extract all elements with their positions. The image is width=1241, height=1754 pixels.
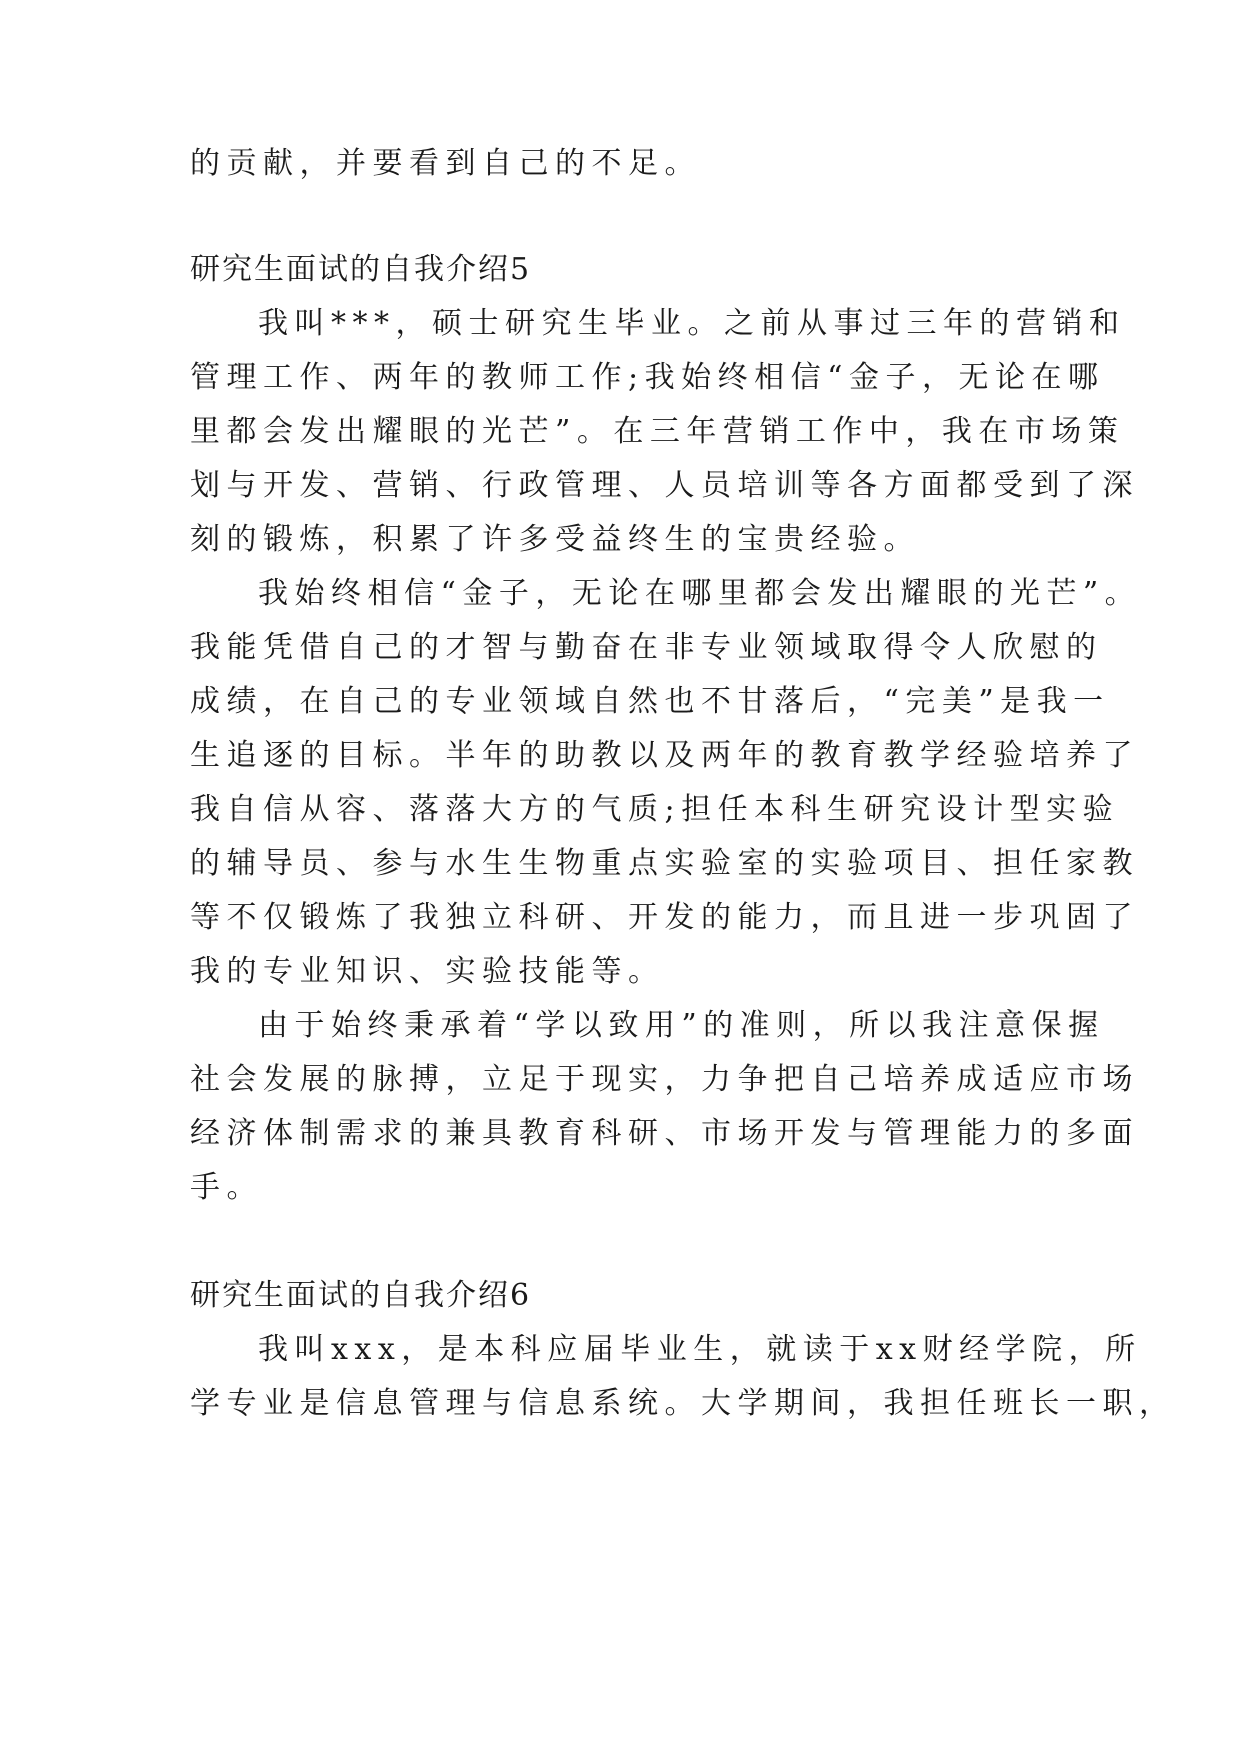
paragraph-line: 成绩，在自己的专业领域自然也不甘落后，“完美”是我一 — [190, 684, 1110, 719]
section-heading: 研究生面试的自我介绍6 — [190, 1278, 532, 1313]
paragraph-line: 里都会发出耀眼的光芒”。在三年营销工作中，我在市场策 — [190, 414, 1125, 449]
paragraph-line: 生追逐的目标。半年的助教以及两年的教育教学经验培养了 — [190, 738, 1139, 773]
paragraph-line: 管理工作、两年的教师工作;我始终相信“金子，无论在哪 — [190, 360, 1105, 395]
paragraph-line: 我的专业知识、实验技能等。 — [190, 954, 665, 989]
paragraph-line: 手。 — [190, 1170, 263, 1205]
paragraph-line: 我叫***，硕士研究生毕业。之前从事过三年的营销和 — [258, 306, 1126, 341]
paragraph-line: 经济体制需求的兼具教育科研、市场开发与管理能力的多面 — [190, 1116, 1139, 1151]
paragraph-line: 等不仅锻炼了我独立科研、开发的能力，而且进一步巩固了 — [190, 900, 1139, 935]
paragraph-line: 刻的锻炼，积累了许多受益终生的宝贵经验。 — [190, 522, 920, 557]
paragraph-line: 的贡献，并要看到自己的不足。 — [190, 146, 701, 181]
paragraph-line: 社会发展的脉搏，立足于现实，力争把自己培养成适应市场 — [190, 1062, 1139, 1097]
paragraph-line: 由于始终秉承着“学以致用”的准则，所以我注意保握 — [258, 1008, 1105, 1043]
paragraph-line: 我能凭借自己的才智与勤奋在非专业领域取得令人欣慰的 — [190, 630, 1103, 665]
paragraph-line: 划与开发、营销、行政管理、人员培训等各方面都受到了深 — [190, 468, 1139, 503]
section-heading: 研究生面试的自我介绍5 — [190, 252, 532, 287]
paragraph-line: 我始终相信“金子，无论在哪里都会发出耀眼的光芒”。 — [258, 576, 1142, 611]
paragraph-line: 的辅导员、参与水生生物重点实验室的实验项目、担任家教 — [190, 846, 1139, 881]
paragraph-line: 我自信从容、落落大方的气质;担任本科生研究设计型实验 — [190, 792, 1120, 827]
paragraph-line: 学专业是信息管理与信息系统。大学期间，我担任班长一职， — [190, 1386, 1176, 1421]
paragraph-line: 我叫xxx，是本科应届毕业生，就读于xx财经学院，所 — [258, 1332, 1142, 1367]
